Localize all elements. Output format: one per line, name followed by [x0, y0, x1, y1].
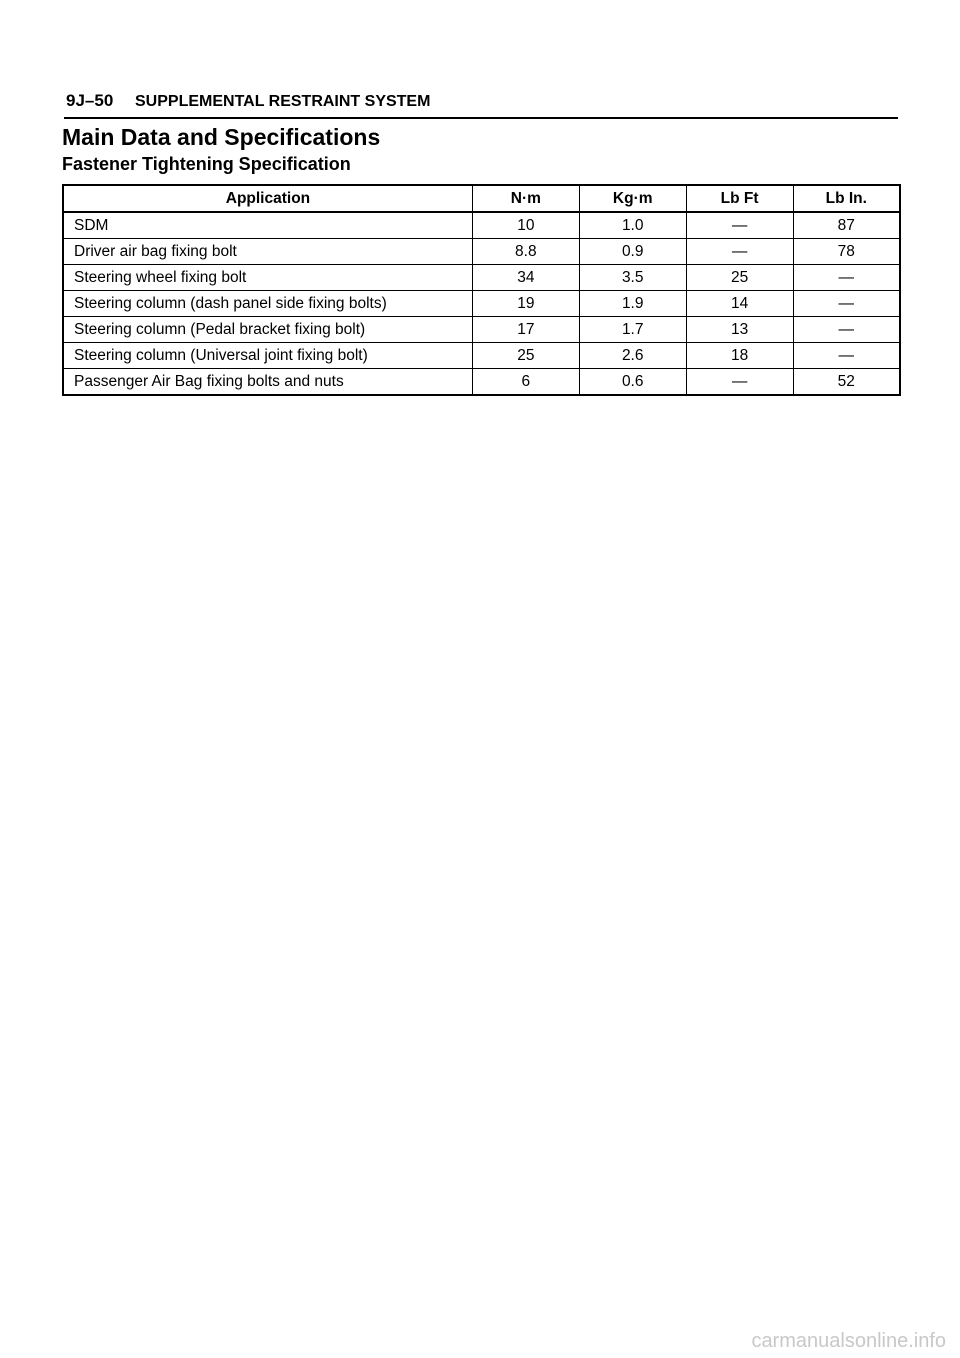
header-application: Application	[63, 185, 472, 212]
cell-kgm: 0.6	[579, 369, 686, 396]
table-row	[63, 291, 900, 317]
cell-nm: 34	[472, 265, 579, 291]
cell-lbft: 25	[686, 265, 793, 291]
cell-kgm: 1.9	[579, 291, 686, 317]
cell-nm: 6	[472, 369, 579, 396]
cell-application: Steering column (dash panel side fixing bolts)	[63, 291, 472, 317]
table-header-row	[63, 185, 900, 212]
cell-kgm: 1.7	[579, 317, 686, 343]
header-lbft: Lb Ft	[686, 185, 793, 212]
cell-kgm: 3.5	[579, 265, 686, 291]
cell-lbft: —	[686, 212, 793, 239]
table-row	[63, 369, 900, 396]
cell-lbin: 78	[793, 239, 900, 265]
cell-lbft: 18	[686, 343, 793, 369]
fastener-spec-table	[62, 184, 901, 396]
header-kgm: Kg·m	[579, 185, 686, 212]
cell-nm: 17	[472, 317, 579, 343]
cell-lbin: —	[793, 265, 900, 291]
cell-nm: 25	[472, 343, 579, 369]
table-row	[63, 239, 900, 265]
cell-nm: 8.8	[472, 239, 579, 265]
main-title: Main Data and Specifications	[62, 124, 381, 150]
cell-lbin: —	[793, 291, 900, 317]
cell-lbin: 87	[793, 212, 900, 239]
section-title: SUPPLEMENTAL RESTRAINT SYSTEM	[135, 93, 431, 110]
cell-lbft: —	[686, 239, 793, 265]
table-row	[63, 265, 900, 291]
cell-application: Passenger Air Bag fixing bolts and nuts	[63, 369, 472, 396]
cell-lbin: 52	[793, 369, 900, 396]
cell-application: Steering column (Universal joint fixing bolt)	[63, 343, 472, 369]
page-header	[64, 90, 898, 119]
sub-title: Fastener Tightening Specification	[62, 154, 351, 174]
cell-kgm: 1.0	[579, 212, 686, 239]
watermark: carmanualsonline.info	[751, 1330, 946, 1352]
cell-lbft: —	[686, 369, 793, 396]
header-lbin: Lb In.	[793, 185, 900, 212]
cell-application: SDM	[63, 212, 472, 239]
cell-kgm: 0.9	[579, 239, 686, 265]
cell-lbin: —	[793, 317, 900, 343]
cell-nm: 19	[472, 291, 579, 317]
cell-nm: 10	[472, 212, 579, 239]
table-row	[63, 343, 900, 369]
cell-lbft: 13	[686, 317, 793, 343]
header-nm: N·m	[472, 185, 579, 212]
cell-application: Steering wheel fixing bolt	[63, 265, 472, 291]
cell-application: Steering column (Pedal bracket fixing bolt)	[63, 317, 472, 343]
cell-kgm: 2.6	[579, 343, 686, 369]
page-number: 9J–50	[66, 91, 114, 110]
cell-application: Driver air bag fixing bolt	[63, 239, 472, 265]
table-row	[63, 212, 900, 239]
cell-lbft: 14	[686, 291, 793, 317]
cell-lbin: —	[793, 343, 900, 369]
table-row	[63, 317, 900, 343]
